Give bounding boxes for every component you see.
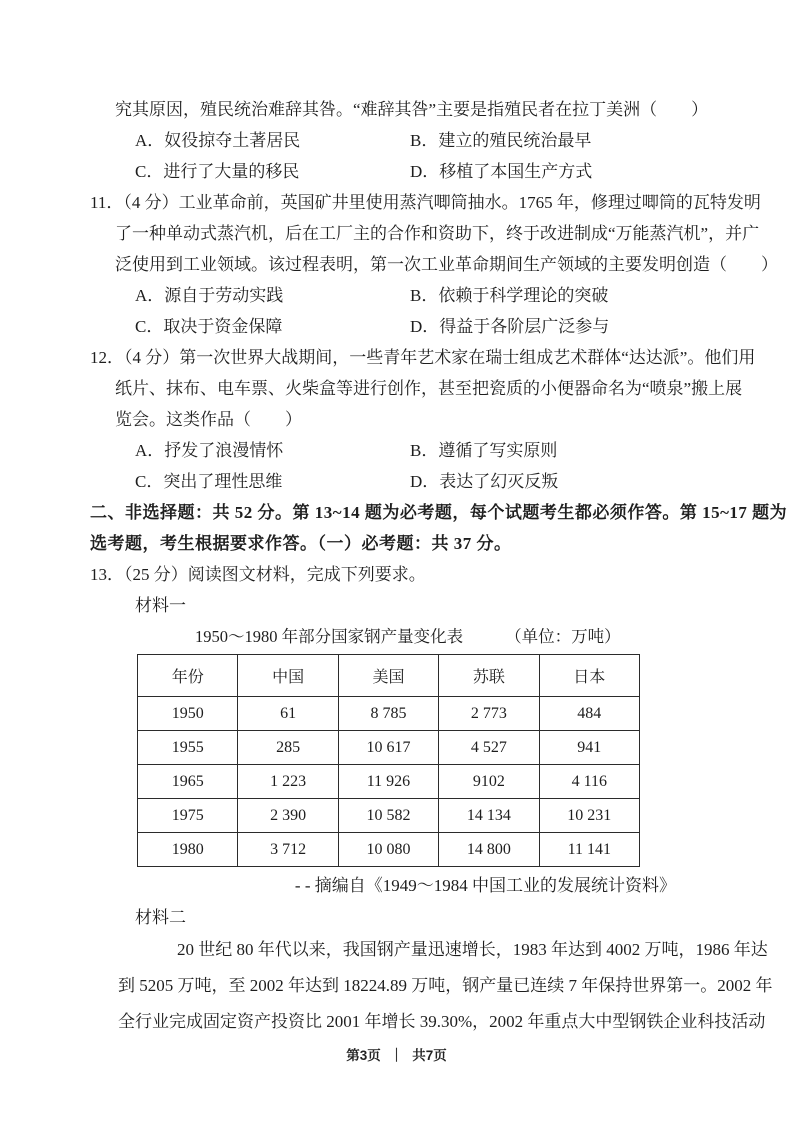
table-unit-label: （单位：万吨） [505, 627, 621, 646]
table-cell: 10 080 [338, 833, 438, 867]
table-cell: 1980 [138, 833, 238, 867]
table-cell: 1955 [138, 731, 238, 765]
table-cell: 1950 [138, 697, 238, 731]
table-row [138, 731, 640, 765]
table-row [138, 799, 640, 833]
table-cell: 941 [539, 731, 639, 765]
q12-line3: 览会。这类作品（ ） [115, 410, 302, 429]
table-cell: 11 926 [338, 765, 438, 799]
q10-option-d: D．移植了本国生产方式 [410, 162, 593, 181]
q12-option-d: D．表达了幻灭反叛 [410, 472, 559, 491]
q10-options-cd [135, 162, 708, 182]
q12-option-c: C．突出了理性思维 [135, 472, 283, 491]
table-header-japan: 日本 [539, 655, 639, 697]
steel-production-table [137, 654, 640, 867]
table-title: 1950～1980 年部分国家钢产量变化表 [195, 627, 464, 646]
table-source: - - 摘编自《1949～1984 中国工业的发展统计资料》 [294, 876, 676, 895]
table-cell: 14 134 [439, 799, 539, 833]
section2-header-line2: 选考题，考生根据要求作答。（一）必考题：共 37 分。 [90, 534, 512, 553]
footer-page-number: 第3页 [346, 1048, 381, 1063]
q11-option-b: B．依赖于科学理论的突破 [410, 286, 609, 305]
table-cell: 2 390 [238, 799, 338, 833]
q10-stem: 究其原因，殖民统治难辞其咎。“难辞其咎”主要是指殖民者在拉丁美洲（ ） [115, 100, 709, 119]
q12-line2: 纸片、抹布、电车票、火柴盒等进行创作，甚至把瓷质的小便器命名为“喷泉”搬上展 [115, 379, 743, 398]
footer-separator: ｜ [389, 1048, 404, 1063]
table-cell: 10 231 [539, 799, 639, 833]
exam-content [90, 100, 788, 1047]
q11-option-a: A．源自于劳动实践 [135, 286, 284, 305]
q10-option-b: B．建立的殖民统治最早 [410, 131, 592, 150]
table-cell: 14 800 [439, 833, 539, 867]
material2-line2: 到 5205 万吨，至 2002 年达到 18224.89 万吨，钢产量已连续 7 年保持世界第一。2002 年 [118, 976, 773, 995]
footer-total-pages: 共7页 [412, 1048, 447, 1063]
table-cell: 285 [238, 731, 338, 765]
q12-options-cd [135, 472, 708, 492]
material2-line1: 20 世纪 80 年代以来，我国钢产量迅速增长，1983 年达到 4002 万吨，1986 年达 [177, 940, 768, 959]
q13-material1-label: 材料一 [135, 596, 186, 615]
table-cell: 11 141 [539, 833, 639, 867]
table-cell: 9102 [439, 765, 539, 799]
q13-material2-label: 材料二 [135, 908, 186, 927]
q12-options-ab [135, 441, 708, 461]
q11-options-ab [135, 286, 708, 306]
q13-intro: 13．（25 分）阅读图文材料，完成下列要求。 [90, 565, 426, 584]
table-title-row [195, 627, 708, 647]
q12-line1: 12．（4 分）第一次世界大战期间，一些青年艺术家在瑞士组成艺术群体“达达派”。他们用 [90, 348, 756, 367]
q12-option-b: B．遵循了写实原则 [410, 441, 558, 460]
q11-options-cd [135, 317, 708, 337]
section2-header-line1: 二、非选择题：共 52 分。第 13~14 题为必考题，每个试题考生都必须作答。第 15~17 题为 [90, 503, 788, 522]
table-cell: 2 773 [439, 697, 539, 731]
q10-option-c: C．进行了大量的移民 [135, 162, 300, 181]
page-footer [0, 1044, 793, 1064]
q11-line2: 了一种单动式蒸汽机，后在工厂主的合作和资助下，终于改进制成“万能蒸汽机”，并广 [115, 224, 760, 243]
table-header-china: 中国 [238, 655, 338, 697]
table-cell: 3 712 [238, 833, 338, 867]
table-cell: 1 223 [238, 765, 338, 799]
table-header-row [138, 655, 640, 697]
table-cell: 8 785 [338, 697, 438, 731]
table-row [138, 697, 640, 731]
table-cell: 1975 [138, 799, 238, 833]
table-header-ussr: 苏联 [439, 655, 539, 697]
q11-line3: 泛使用到工业领域。该过程表明，第一次工业革命期间生产领域的主要发明创造（ ） [115, 255, 778, 274]
q11-option-c: C．取决于资金保障 [135, 317, 283, 336]
table-cell: 1965 [138, 765, 238, 799]
q11-line1: 11．（4 分）工业革命前，英国矿井里使用蒸汽唧筒抽水。1765 年，修理过唧筒的瓦特发明 [90, 193, 761, 212]
table-cell: 10 617 [338, 731, 438, 765]
table-header-usa: 美国 [338, 655, 438, 697]
table-header-year: 年份 [138, 655, 238, 697]
q10-options-ab [135, 131, 708, 151]
q12-option-a: A．抒发了浪漫情怀 [135, 441, 284, 460]
material2-line3: 全行业完成固定资产投资比 2001 年增长 39.30%，2002 年重点大中型钢铁企业科技活动 [118, 1012, 766, 1031]
table-cell: 4 527 [439, 731, 539, 765]
table-cell: 4 116 [539, 765, 639, 799]
q10-option-a: A．奴役掠夺土著居民 [135, 131, 301, 150]
table-row [138, 833, 640, 867]
table-cell: 61 [238, 697, 338, 731]
table-row [138, 765, 640, 799]
q11-option-d: D．得益于各阶层广泛参与 [410, 317, 610, 336]
table-cell: 484 [539, 697, 639, 731]
table-cell: 10 582 [338, 799, 438, 833]
